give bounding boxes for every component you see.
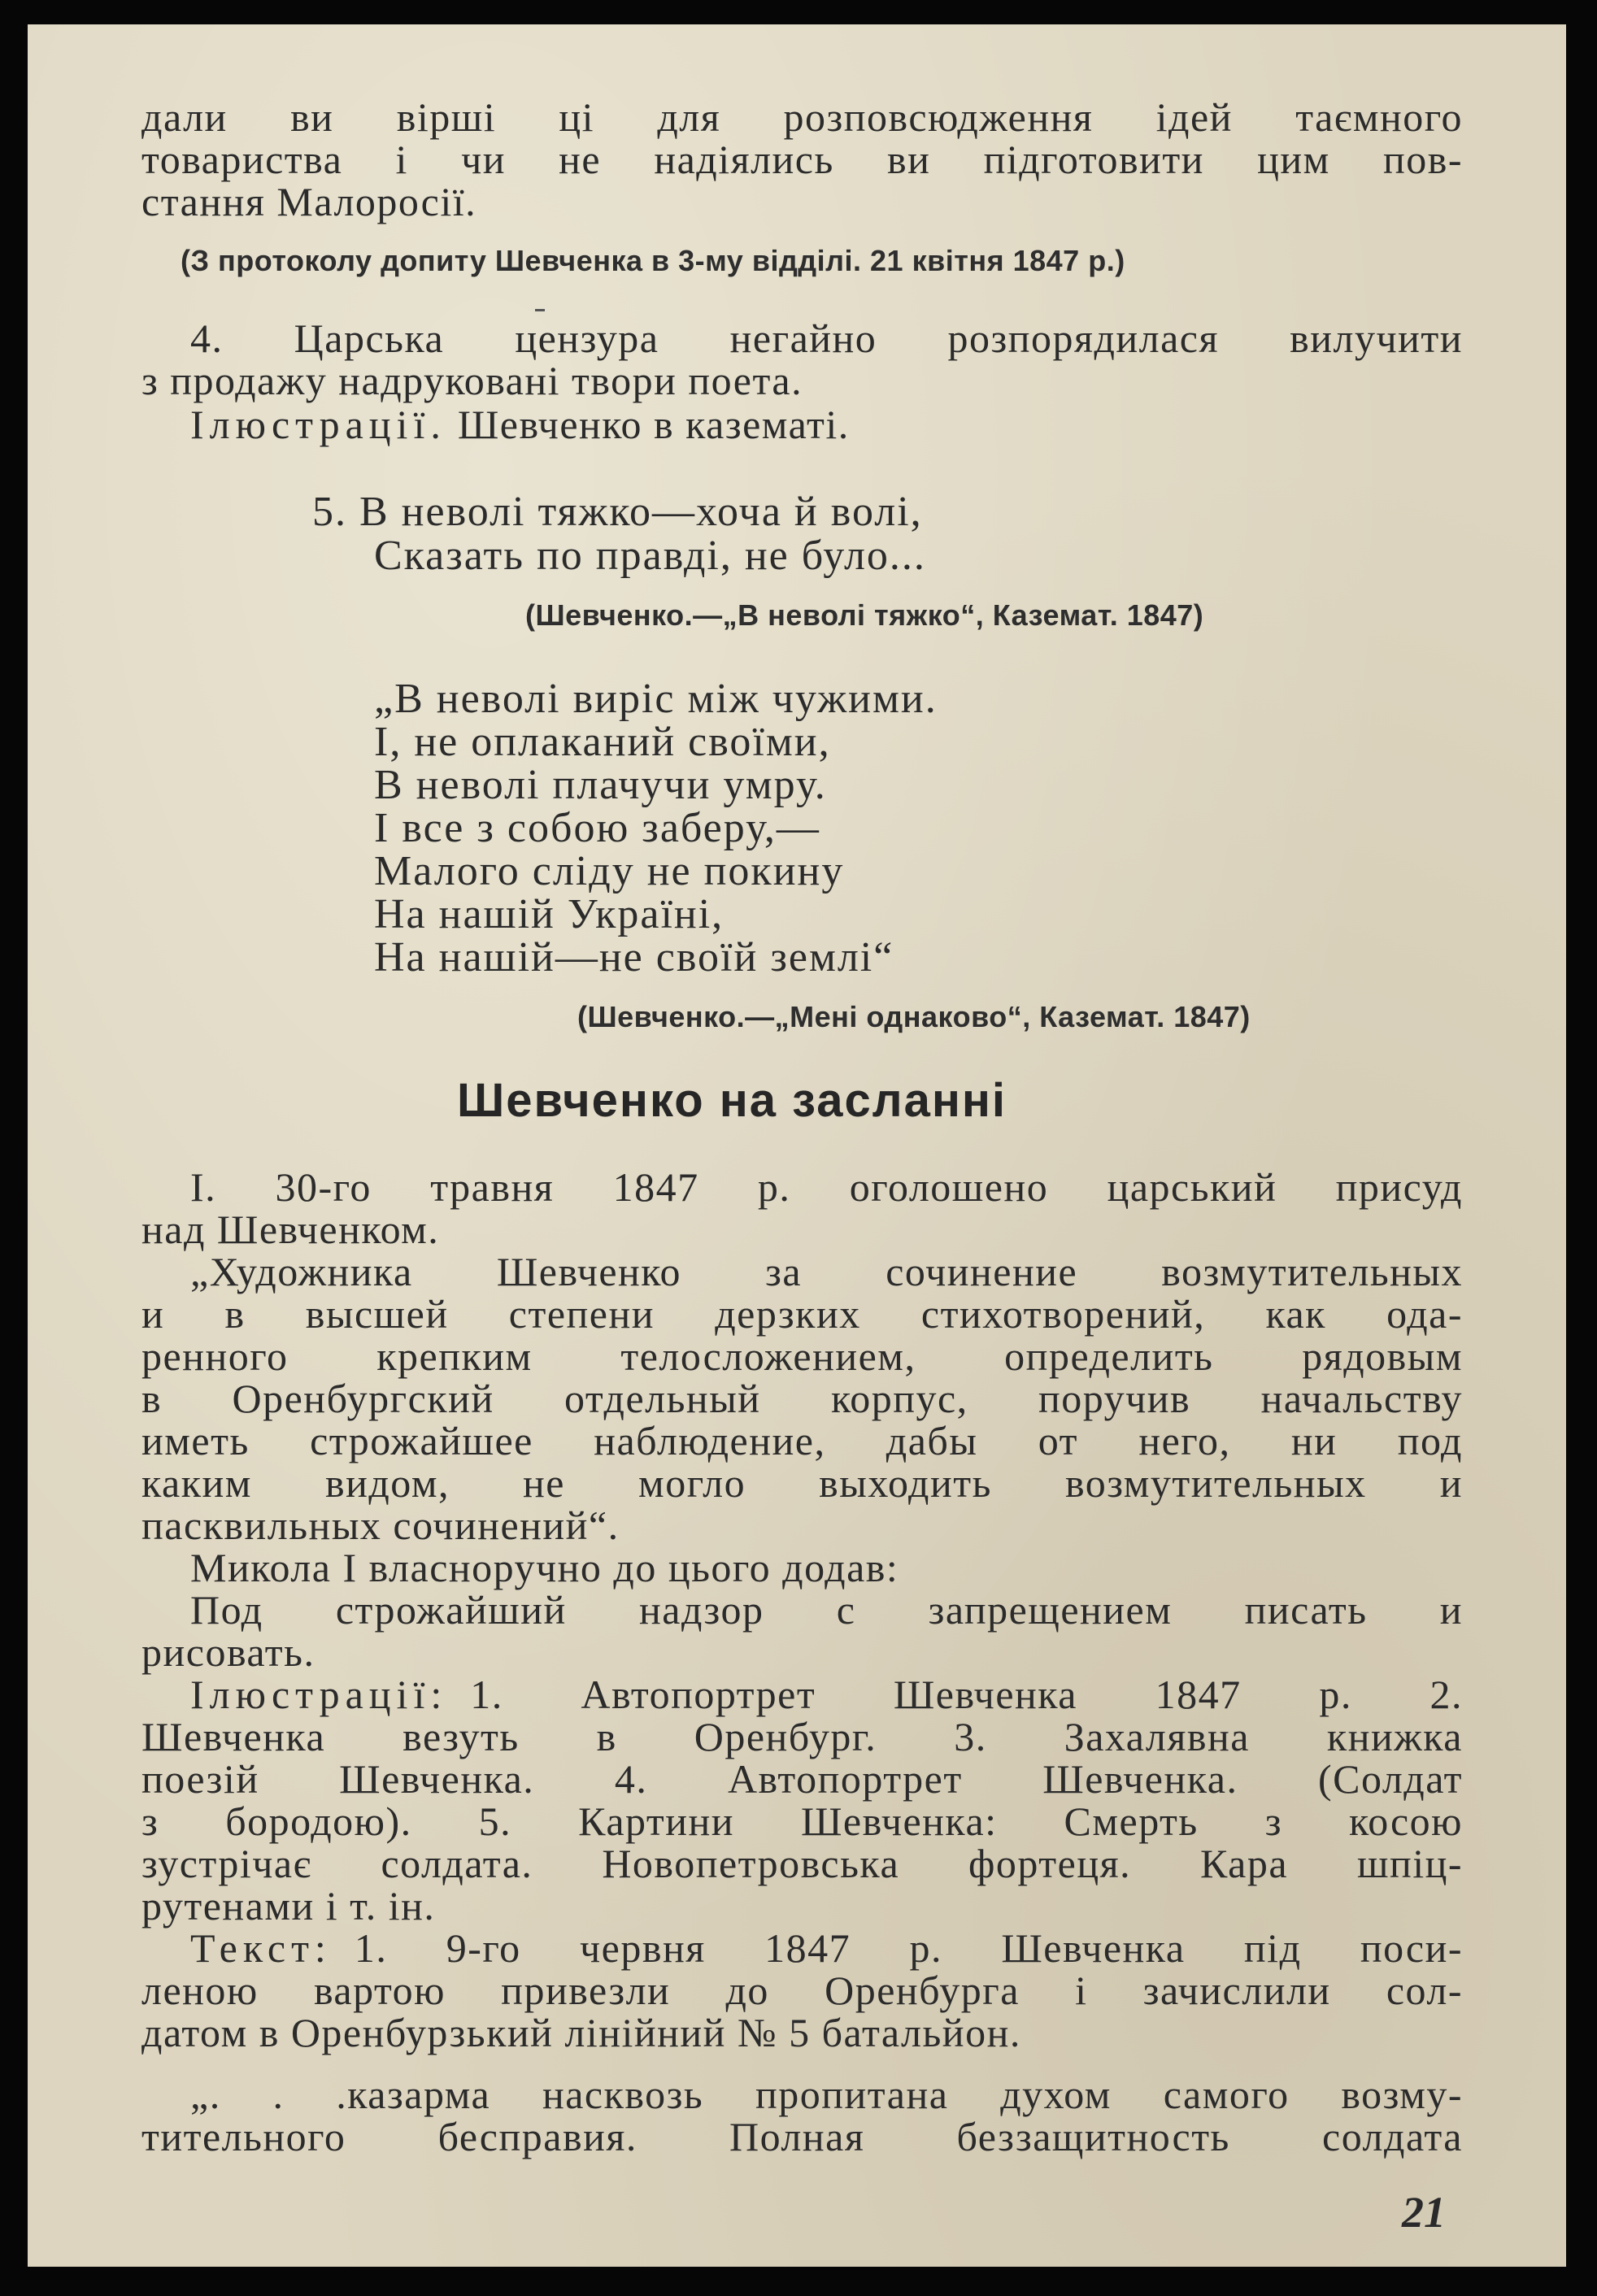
text-section-content: 1. 9-го червня 1847 р. Шевченка під поси- bbox=[354, 1925, 1463, 1971]
citation: (Шевченко.—„В неволі тяжко“, Каземат. 1847) bbox=[525, 598, 1204, 632]
text-line: з бородою). 5. Картини Шевченка: Смерть з косою bbox=[141, 1798, 1463, 1844]
text-label: Текст: bbox=[190, 1925, 332, 1971]
text-line: Микола І власноручно до цього додав: bbox=[190, 1545, 899, 1590]
text-line: тительного бесправия. Полная беззащитность солдата bbox=[141, 2114, 1463, 2159]
text-section-line bbox=[190, 1927, 1463, 1969]
text-line: зустрічає солдата. Новопетровська фортеця. Кара шпіц- bbox=[141, 1841, 1463, 1886]
verse-line: На нашій Україні, bbox=[374, 891, 725, 937]
verse-line: І, не оплаканий своїми, bbox=[374, 719, 831, 765]
citation: (З протоколу допиту Шевченка в 3-му відділі. 21 квітня 1847 р.) bbox=[181, 244, 1125, 277]
verse-line: І все з собою заберу,— bbox=[374, 805, 820, 851]
text-line: и в высшей степени дерзких стихотворений, как ода- bbox=[141, 1291, 1463, 1337]
text-line: рутенами і т. ін. bbox=[141, 1883, 436, 1929]
text-line: поезій Шевченка. 4. Автопортрет Шевченка. (Солдат bbox=[141, 1756, 1463, 1802]
text-line: датом в Оренбурзький лінійний № 5 батальйон. bbox=[141, 2010, 1021, 2055]
text-line: Шевченка везуть в Оренбург. 3. Захалявна книжка bbox=[141, 1714, 1463, 1759]
book-page bbox=[28, 24, 1566, 2267]
illustrations-line bbox=[190, 403, 850, 446]
verse-line: 5. В неволі тяжко—хоча й волі, bbox=[312, 489, 923, 535]
illustrations-text: 1. Автопортрет Шевченка 1847 р. 2. bbox=[470, 1672, 1463, 1717]
print-mark bbox=[535, 309, 545, 311]
section-heading: Шевченко на засланні bbox=[457, 1074, 1007, 1127]
text-line: Под строжайший надзор с запрещением писать и bbox=[190, 1587, 1463, 1633]
verse-line: „В неволі виріс між чужими. bbox=[374, 676, 938, 722]
text-line: ренного крепким телосложением, определить рядовым bbox=[141, 1333, 1463, 1379]
verse-line: На нашій—не своїй землі“ bbox=[374, 934, 894, 981]
text-line: стання Малоросії. bbox=[141, 179, 477, 224]
illustrations-line bbox=[190, 1673, 1463, 1715]
verse-line: Сказать по правді, не було... bbox=[374, 533, 926, 579]
text-line: „Художника Шевченко за сочинение возмутительных bbox=[190, 1249, 1463, 1294]
text-line: каким видом, не могло выходить возмутительных и bbox=[141, 1460, 1463, 1506]
text-line: пасквильных сочинений“. bbox=[141, 1502, 620, 1548]
illustrations-label: Ілюстрації. bbox=[190, 402, 446, 447]
verse-line: Малого сліду не покину bbox=[374, 848, 845, 894]
text-line: з продажу надруковані твори поета. bbox=[141, 358, 803, 403]
text-line: І. 30-го травня 1847 р. оголошено царський присуд bbox=[190, 1164, 1463, 1210]
text-line: 4. Царська цензура негайно розпорядилася вилучити bbox=[190, 315, 1463, 361]
text-line: в Оренбургский отдельный корпус, поручив начальству bbox=[141, 1376, 1463, 1421]
text-line: „. . .казарма насквозь пропитана духом самого возму- bbox=[190, 2072, 1463, 2117]
text-line: леною вартою привезли до Оренбурга і зачислили сол- bbox=[141, 1968, 1463, 2013]
illustrations-text: Шевченко в казематі. bbox=[457, 402, 850, 447]
verse-line: В неволі плачучи умру. bbox=[374, 762, 827, 808]
text-line: рисовать. bbox=[141, 1629, 315, 1675]
text-line: над Шевченком. bbox=[141, 1207, 440, 1252]
text-line: иметь строжайшее наблюдение, дабы от него, ни под bbox=[141, 1418, 1463, 1463]
text-line: дали ви вірші ці для розповсюдження ідей таємного bbox=[141, 94, 1463, 140]
citation: (Шевченко.—„Мені однаково“, Каземат. 1847) bbox=[577, 1000, 1251, 1033]
illustrations-label: Ілюстрації: bbox=[190, 1672, 448, 1717]
page-number: 21 bbox=[1402, 2188, 1446, 2237]
text-line: товариства і чи не надіялись ви підготовити цим пов- bbox=[141, 137, 1463, 182]
